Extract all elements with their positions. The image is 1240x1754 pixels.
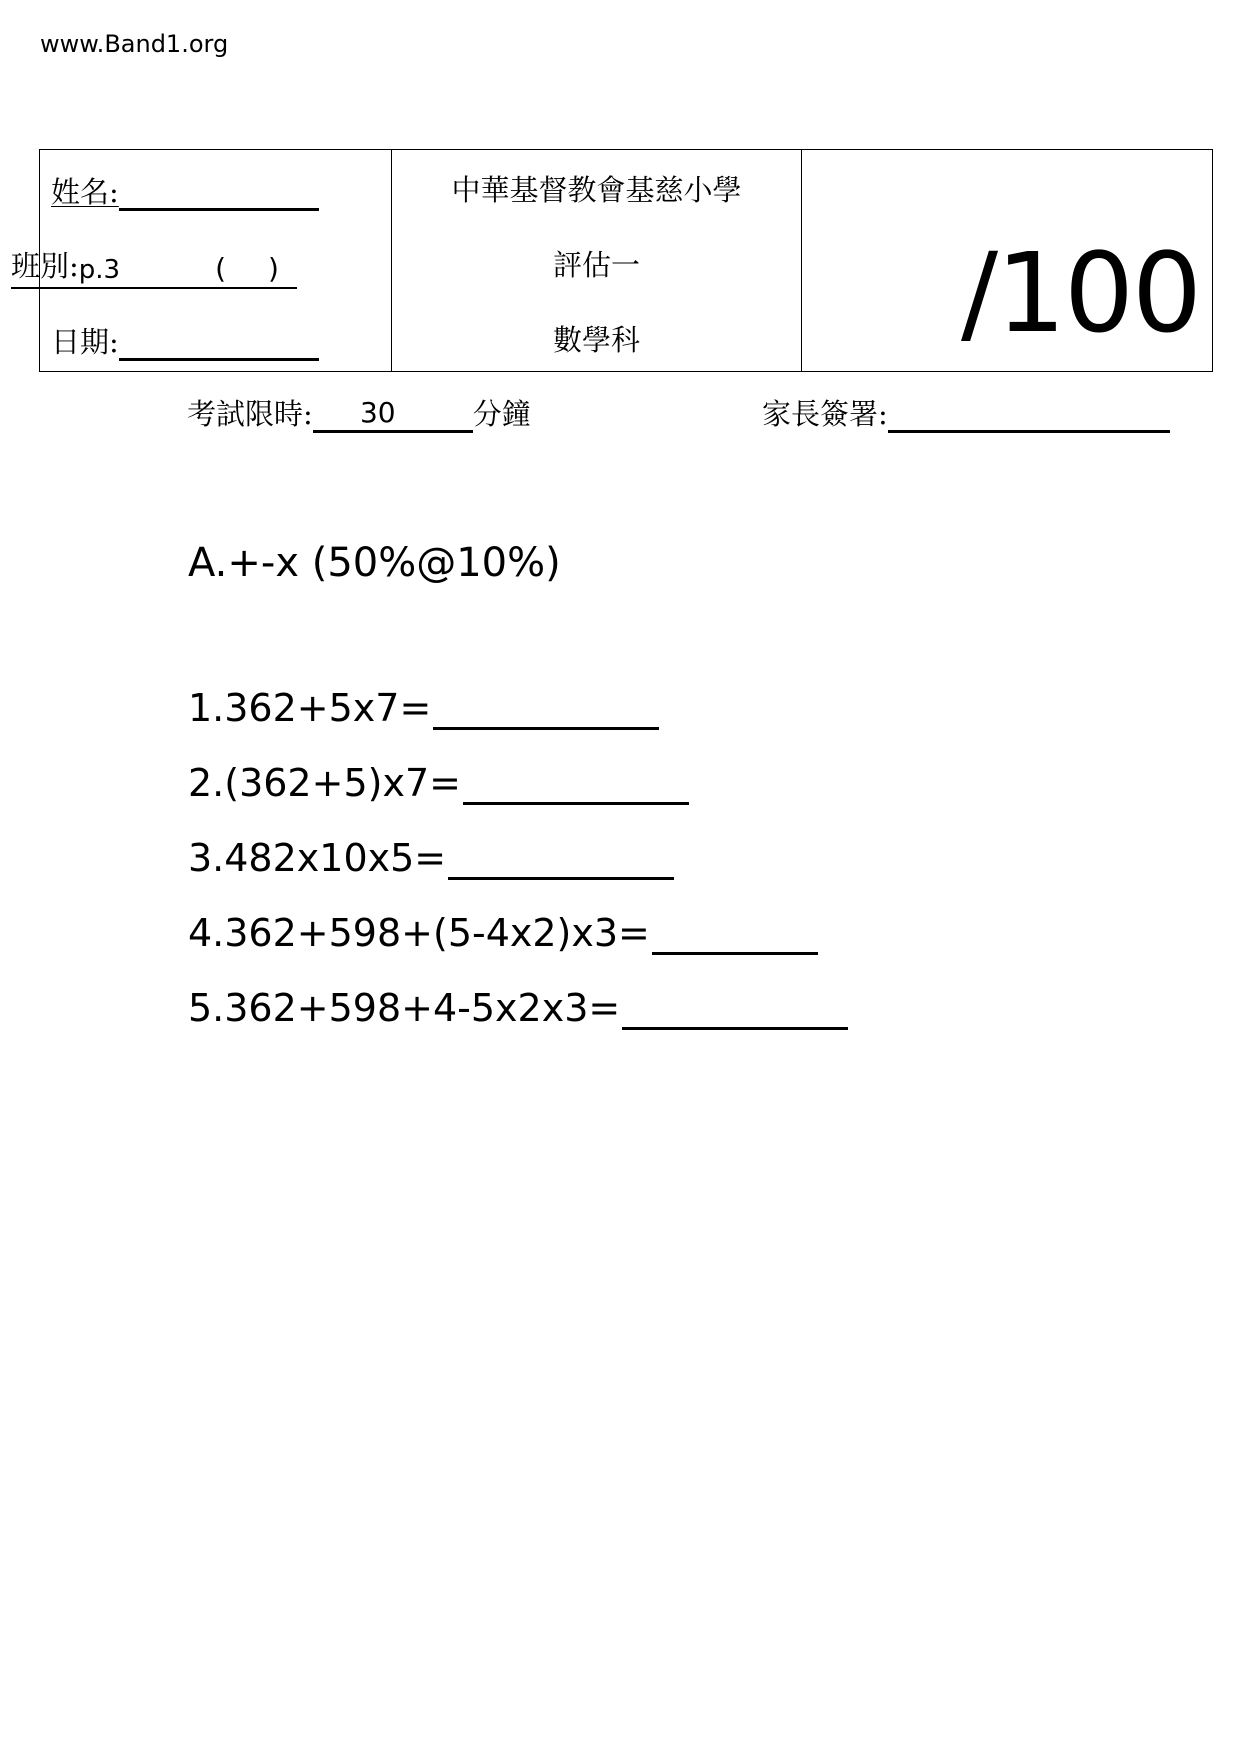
question-text: 3.482x10x5= [188,836,447,880]
time-limit-label: 考試限時: [187,397,313,431]
question-text: 4.362+598+(5-4x2)x3= [188,911,650,955]
date-label: 日期: [51,325,119,359]
question-4 [188,911,818,955]
answer-blank[interactable] [448,843,674,880]
parent-signature [762,392,1170,433]
question-2 [188,761,689,805]
question-5 [188,986,848,1030]
assessment-name: 評估一 [552,248,640,282]
watermark: www.Band1.org [40,30,229,58]
class-label: 班別: [11,249,79,283]
section-title: A.+-x (50%@10%) [188,540,561,586]
class-value: p.3 [78,255,121,285]
answer-blank[interactable] [433,693,659,730]
date-blank[interactable] [119,332,319,361]
seat-number-paren-open: ( [215,252,227,285]
date-field [51,320,319,361]
name-label: 姓名: [51,175,119,209]
subject-name: 數學科 [552,323,640,357]
signature-blank[interactable] [888,404,1170,433]
name-blank[interactable] [119,182,319,211]
answer-blank[interactable] [463,768,689,805]
answer-blank[interactable] [652,918,818,955]
signature-label: 家長簽署: [762,397,888,431]
score-cell [802,150,1212,371]
class-field [11,244,297,289]
time-limit-unit: 分鐘 [472,397,531,431]
score-total: /100 [960,229,1200,357]
question-text: 2.(362+5)x7= [188,761,461,805]
question-1 [188,686,659,730]
answer-blank[interactable] [622,993,848,1030]
school-info-cell [392,150,802,371]
time-limit [187,392,531,433]
question-3 [188,836,674,880]
time-limit-value: 30 [313,396,473,433]
question-text: 5.362+598+4-5x2x3= [188,986,621,1030]
seat-number-paren-close: ) [268,252,279,285]
question-text: 1.362+5x7= [188,686,432,730]
name-field [51,170,319,211]
school-name: 中華基督教會基慈小學 [451,173,742,207]
